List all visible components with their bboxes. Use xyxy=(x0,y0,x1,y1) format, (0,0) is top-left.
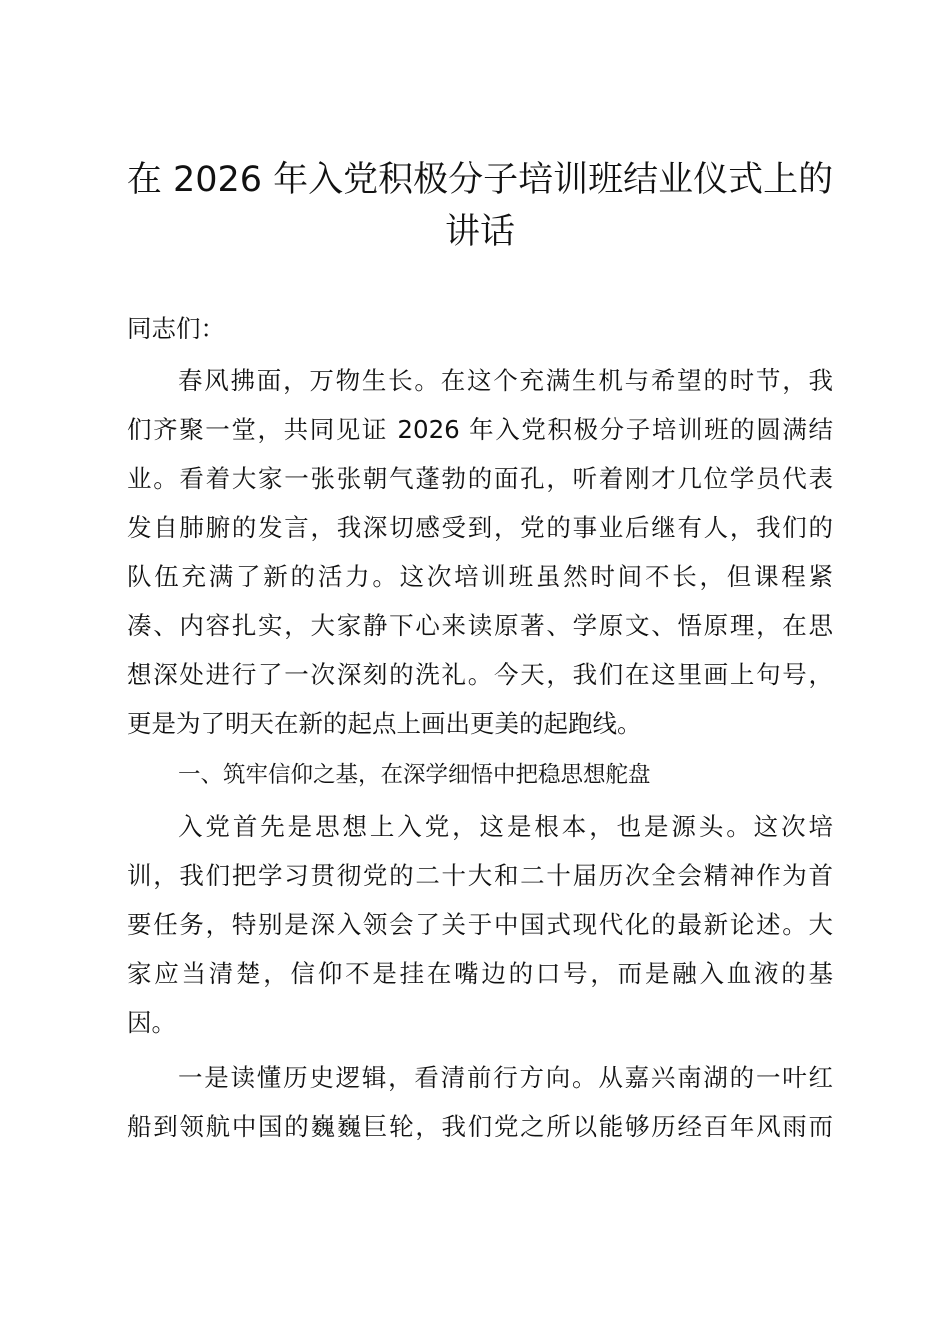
paragraph-1-line-6: 凑、内容扎实，大家静下心来读原著、学原文、悟原理，在思 xyxy=(127,611,833,640)
paragraph-1-line-1: 春风拂面，万物生长。在这个充满生机与希望的时节，我 xyxy=(178,366,833,395)
paragraph-1-line-4: 发自肺腑的发言，我深切感受到，党的事业后继有人，我们的 xyxy=(127,513,833,542)
paragraph-2-line-1: 入党首先是思想上入党，这是根本，也是源头。这次培 xyxy=(178,812,833,841)
paragraph-1-line-8: 更是为了明天在新的起点上画出更美的起跑线。 xyxy=(127,709,642,738)
paragraph-1-line-2: 们齐聚一堂，共同见证 2026 年入党积极分子培训班的圆满结 xyxy=(127,415,833,444)
paragraph-1-line-5: 队伍充满了新的活力。这次培训班虽然时间不长，但课程紧 xyxy=(127,562,833,591)
section-heading-1: 一、筑牢信仰之基，在深学细悟中把稳思想舵盘 xyxy=(178,762,651,788)
paragraph-2-line-5: 因。 xyxy=(127,1008,176,1037)
paragraph-2-line-2: 训，我们把学习贯彻党的二十大和二十届历次全会精神作为首 xyxy=(127,861,833,890)
paragraph-1-line-7: 想深处进行了一次深刻的洗礼。今天，我们在这里画上句号， xyxy=(127,660,833,689)
paragraph-3-line-2: 船到领航中国的巍巍巨轮，我们党之所以能够历经百年风雨而 xyxy=(127,1112,833,1141)
document-title-line-2: 讲话 xyxy=(444,212,515,252)
paragraph-2-line-3: 要任务，特别是深入领会了关于中国式现代化的最新论述。大 xyxy=(127,910,833,939)
salutation: 同志们： xyxy=(127,314,225,343)
paragraph-3-line-1: 一是读懂历史逻辑，看清前行方向。从嘉兴南湖的一叶红 xyxy=(178,1063,833,1092)
paragraph-2-line-4: 家应当清楚，信仰不是挂在嘴边的口号，而是融入血液的基 xyxy=(127,959,833,988)
paragraph-1-line-3: 业。看着大家一张张朝气蓬勃的面孔，听着刚才几位学员代表 xyxy=(127,464,833,493)
document-title-line-1: 在 2026 年入党积极分子培训班结业仪式上的 xyxy=(126,160,834,200)
